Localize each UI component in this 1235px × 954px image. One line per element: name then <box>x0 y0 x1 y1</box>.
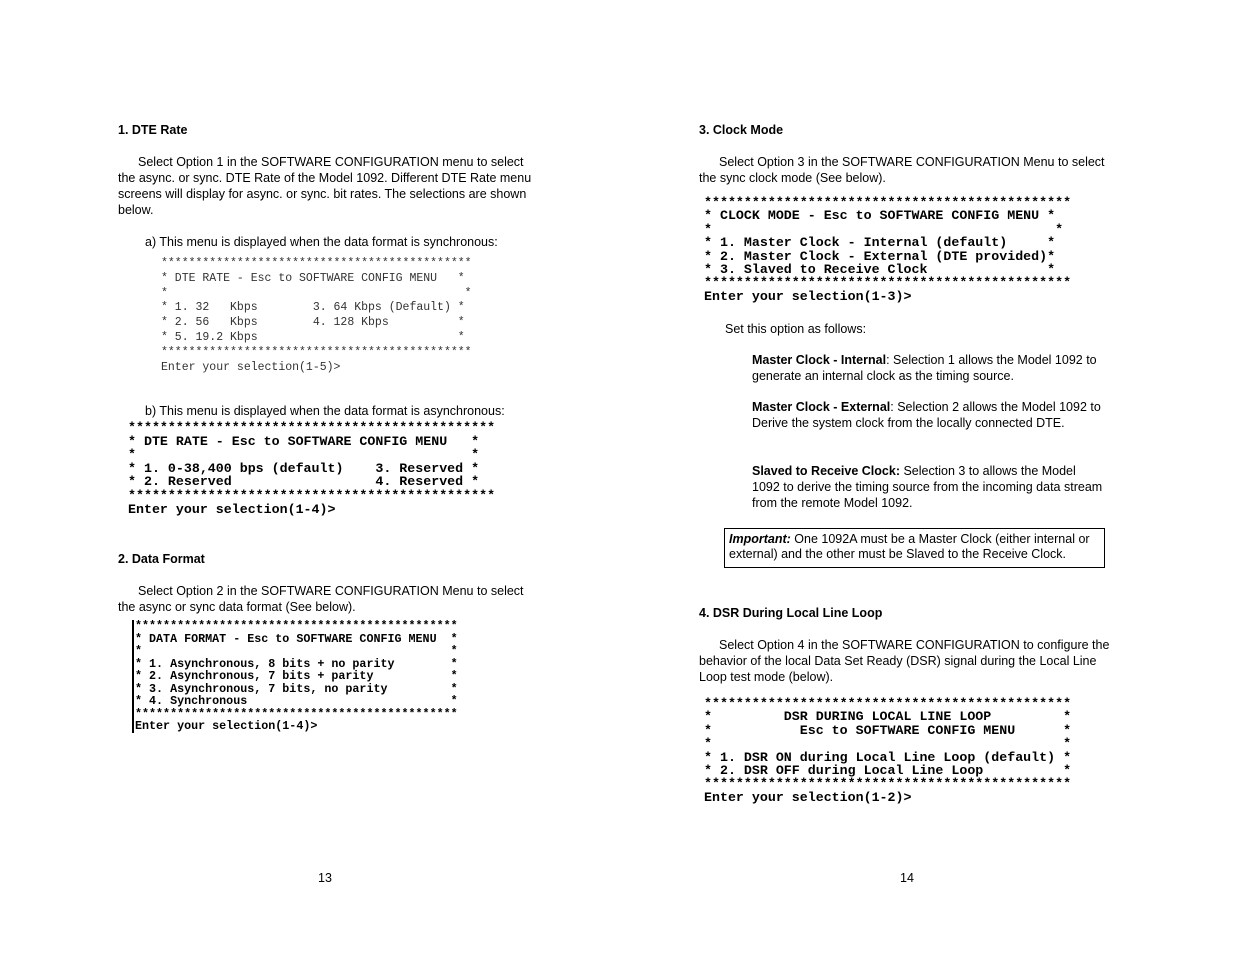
dte-async-caption: b) This menu is displayed when the data format is asynchronous: <box>145 404 505 418</box>
dte-rate-sync-menu: ********************************************* * DTE RATE - Esc to SOFTWARE CONFIG MENU * * * * 1. 32 Kbps 3. 64 Kbps (Default) * * 2. 56 Kbps 4. 128 Kbps * * 5. 19.2 Kbps * ********************************************* Enter your selection(1-5)> <box>161 257 472 374</box>
data-format-intro: Select Option 2 in the SOFTWARE CONFIGURATION Menu to select the async or sync data format (See below). <box>118 584 524 614</box>
option-term: Master Clock - External <box>752 400 891 414</box>
slaved-receive-clock-desc <box>752 463 1107 511</box>
page-number-13: 13 <box>318 871 332 885</box>
data-format-menu: ********************************************** * DATA FORMAT - Esc to SOFTWARE CONFIG MENU * * * * 1. Asynchronous, 8 bits + no parity * * 2. Asynchronous, 7 bits + parity * * 3. Asynchronous, 7 bits, no parity * * 4. Synchronous * ********************************************** Enter your selection(1-4)> <box>132 620 458 733</box>
dsr-intro: Select Option 4 in the SOFTWARE CONFIGURATION to configure the behavior of the local Data Set Ready (DSR) signal during the Local Line Loop test mode (below). <box>699 638 1110 684</box>
clock-mode-intro: Select Option 3 in the SOFTWARE CONFIGURATION Menu to select the sync clock mode (See below). <box>699 155 1105 185</box>
option-desc: Selection 1 allows the Model 1092 to generate an internal clock as the timing source. <box>752 353 1097 383</box>
option-desc: Selection 3 to allows the Model 1092 to derive the timing source from the incoming data stream from the remote Model 1092. <box>752 464 1103 510</box>
dte-rate-heading: 1. DTE Rate <box>118 123 188 137</box>
dsr-heading: 4. DSR During Local Line Loop <box>699 606 883 620</box>
dte-rate-intro: Select Option 1 in the SOFTWARE CONFIGURATION menu to select the async. or sync. DTE Rate of the Model 1092. Different DTE Rate menu screens will display for async. or sync. bit rates. The selections are shown below. <box>118 155 532 217</box>
option-desc: Selection 2 allows the Model 1092 to Derive the system clock from the locally connected DTE. <box>752 400 1101 430</box>
master-clock-external-desc <box>752 399 1107 431</box>
option-sep: : <box>886 353 894 367</box>
important-label: Important: <box>729 532 791 546</box>
page-number-14: 14 <box>900 871 914 885</box>
important-note-box <box>724 528 1105 568</box>
dte-sync-caption: a) This menu is displayed when the data format is synchronous: <box>145 235 498 249</box>
dsr-menu: ********************************************** * DSR DURING LOCAL LINE LOOP * * Esc to SOFTWARE CONFIG MENU * * * * 1. DSR ON during Local Line Loop (default) * * 2. DSR OFF during Local Line Loop * ********************************************** Enter your selection(1-2)> <box>704 696 1072 805</box>
master-clock-internal-desc <box>752 352 1112 384</box>
important-text: One 1092A must be a Master Clock (either internal or external) and the other must be Slaved to the Receive Clock. <box>729 532 1090 561</box>
option-sep: : <box>890 400 898 414</box>
option-term: Master Clock - Internal <box>752 353 887 367</box>
dte-rate-async-menu: ********************************************** * DTE RATE - Esc to SOFTWARE CONFIG MENU * * * * 1. 0-38,400 bps (default) 3. Reserved * * 2. Reserved 4. Reserved * ********************************************** Enter your selection(1-4)> <box>128 420 496 517</box>
data-format-heading: 2. Data Format <box>118 552 205 566</box>
clock-mode-heading: 3. Clock Mode <box>699 123 784 137</box>
clock-mode-menu: ********************************************** * CLOCK MODE - Esc to SOFTWARE CONFIG MENU * * * * 1. Master Clock - Internal (default) * * 2. Master Clock - External (DTE provided)* * 3. Slaved to Receive Clock * ********************************************** Enter your selection(1-3)> <box>704 195 1072 304</box>
option-term: Slaved to Receive Clock: <box>752 464 900 478</box>
set-option-text: Set this option as follows: <box>725 322 867 336</box>
